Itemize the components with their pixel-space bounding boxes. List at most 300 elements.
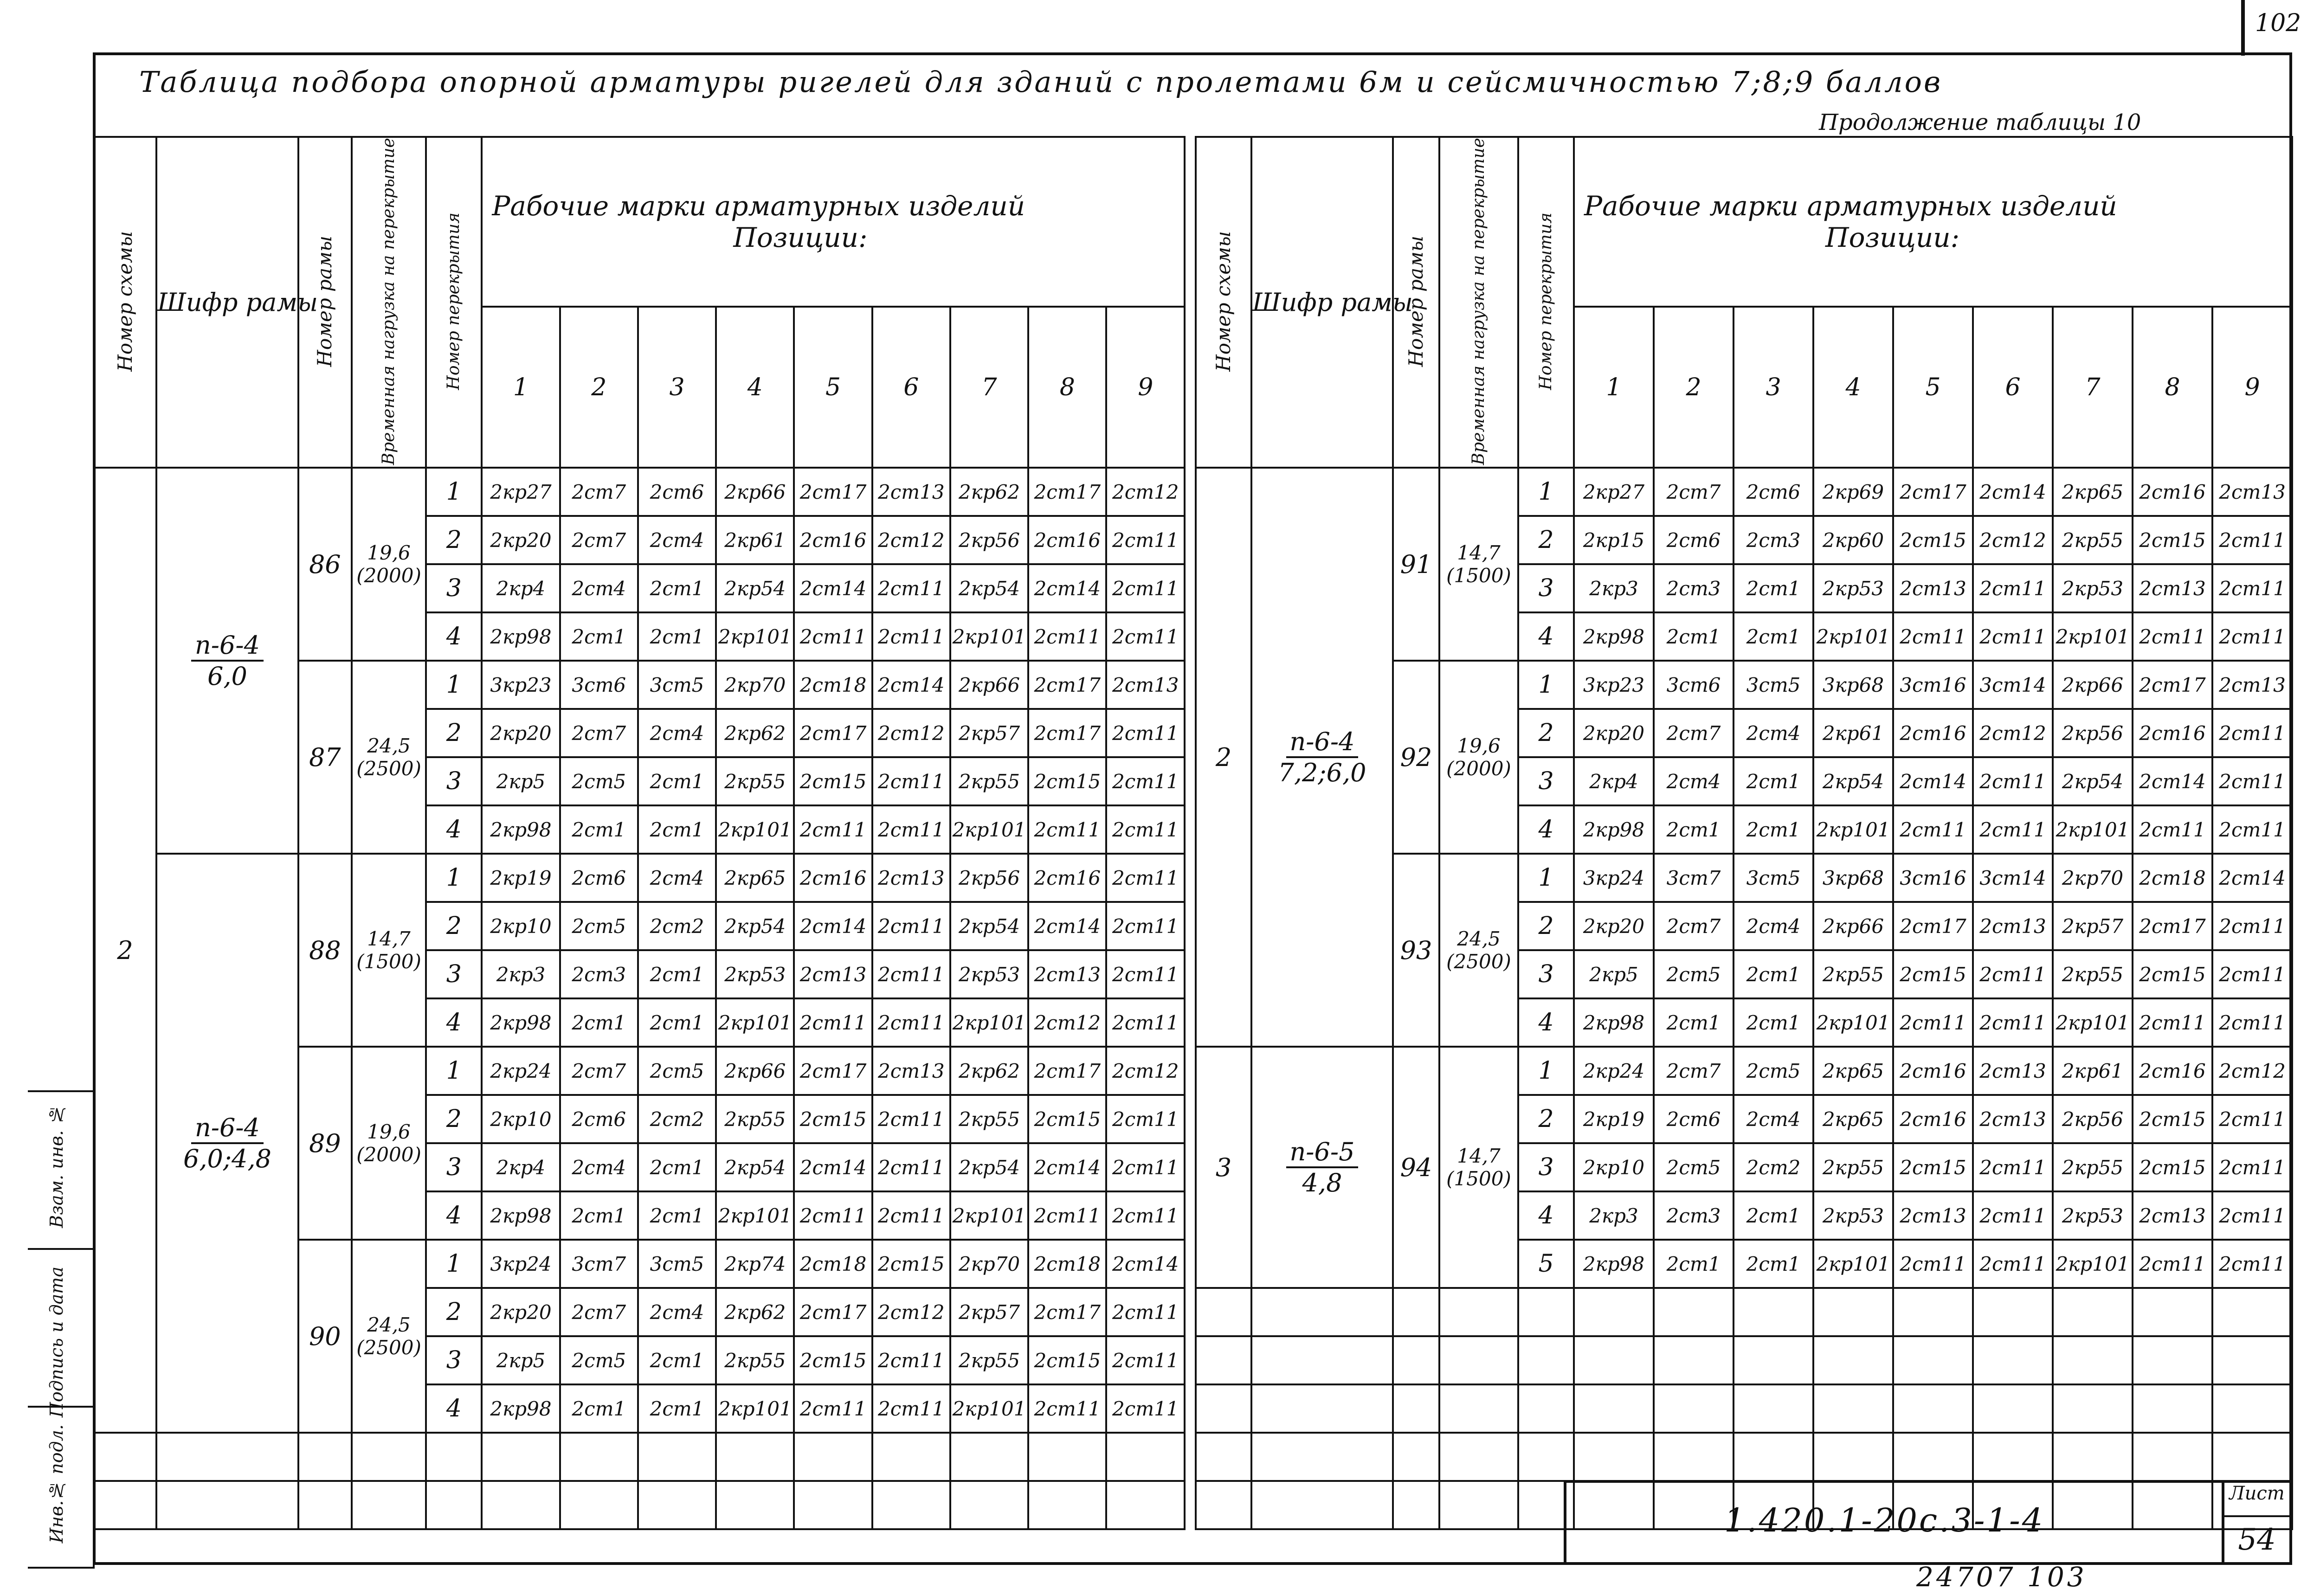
mark-text: 2ст13 xyxy=(1112,673,1179,696)
mark-cell xyxy=(1973,1191,2053,1240)
mark-text: 2кр101 xyxy=(718,1397,792,1420)
mark-cell xyxy=(794,1384,872,1433)
mark-cell xyxy=(560,516,638,564)
mark-cell xyxy=(716,950,794,998)
mark-cell xyxy=(1734,1191,1813,1240)
mark-text: 2ст1 xyxy=(572,625,626,648)
empty-row xyxy=(94,1481,1185,1529)
mark-text: 2ст3 xyxy=(1746,528,1801,552)
frame-code-bottom: 4,8 xyxy=(1302,1168,1342,1198)
mark-text: 2ст11 xyxy=(2139,1252,2206,1275)
mark-text: 3ст7 xyxy=(572,1252,626,1275)
mark-text: 2кр53 xyxy=(2062,577,2124,600)
floor-number xyxy=(1518,468,1574,516)
mark-text: 2ст11 xyxy=(799,1397,867,1420)
header-floor-no xyxy=(1518,137,1574,468)
temp-load-value: 19,6 xyxy=(1457,734,1501,758)
mark-cell xyxy=(950,564,1028,612)
floor-number xyxy=(426,902,482,950)
mark-cell xyxy=(560,709,638,757)
empty-cell xyxy=(1813,1336,1893,1384)
mark-cell xyxy=(872,805,950,854)
mark-text: 2ст7 xyxy=(1666,480,1721,503)
mark-cell xyxy=(1813,805,1893,854)
mark-cell xyxy=(1734,902,1813,950)
floor-number xyxy=(1518,1143,1574,1191)
mark-text: 2ст13 xyxy=(878,866,945,889)
mark-cell xyxy=(716,709,794,757)
empty-cell xyxy=(560,1481,638,1529)
mark-cell xyxy=(1028,1240,1106,1288)
mark-text: 2ст15 xyxy=(799,770,867,793)
floor-number xyxy=(1518,998,1574,1047)
empty-cell xyxy=(2053,1336,2133,1384)
mark-text: 2ст15 xyxy=(2139,1107,2206,1131)
mark-text: 2кр101 xyxy=(2056,625,2130,648)
mark-text: 2кр101 xyxy=(952,818,1026,841)
mark-cell xyxy=(1654,998,1734,1047)
mark-cell xyxy=(1654,1047,1734,1095)
floor-number-text: 1 xyxy=(446,478,462,506)
mark-cell xyxy=(482,709,560,757)
empty-cell xyxy=(716,1433,794,1481)
header-frame-no-text: Номер рамы xyxy=(313,236,336,367)
empty-cell xyxy=(1028,1481,1106,1529)
mark-cell xyxy=(2133,1191,2212,1240)
temp-load-kgf: (1500) xyxy=(1446,1167,1511,1191)
mark-text: 2кр61 xyxy=(1822,721,1884,745)
mark-cell xyxy=(1813,564,1893,612)
mark-text: 2кр101 xyxy=(718,1204,792,1227)
floor-number xyxy=(1518,709,1574,757)
mark-cell xyxy=(482,805,560,854)
mark-cell xyxy=(1574,709,1654,757)
empty-cell xyxy=(1574,1336,1654,1384)
empty-cell xyxy=(1393,1288,1439,1336)
mark-text: 2ст11 xyxy=(878,1397,945,1420)
empty-cell xyxy=(1973,1336,2053,1384)
floor-number xyxy=(426,468,482,516)
mark-cell xyxy=(638,805,716,854)
empty-cell xyxy=(1439,1384,1518,1433)
mark-text: 2ст3 xyxy=(1666,577,1721,600)
floor-number-text: 4 xyxy=(1538,1202,1554,1230)
mark-cell xyxy=(2133,757,2212,805)
empty-cell xyxy=(1893,1288,1973,1336)
mark-text: 2ст13 xyxy=(878,1059,945,1082)
mark-text: 2кр19 xyxy=(490,866,552,889)
empty-cell xyxy=(1734,1384,1813,1433)
floor-number xyxy=(1518,1095,1574,1143)
mark-text: 2ст11 xyxy=(1034,818,1101,841)
mark-text: 2ст17 xyxy=(1900,480,1966,503)
header-scheme-no xyxy=(94,137,156,468)
frame-number-text: 86 xyxy=(309,549,341,579)
mark-text: 3кр24 xyxy=(490,1252,552,1275)
mark-cell xyxy=(482,1288,560,1336)
scheme-number xyxy=(1196,1047,1251,1288)
mark-cell xyxy=(1654,950,1734,998)
mark-cell xyxy=(2053,1191,2133,1240)
header-position-9 xyxy=(1106,307,1185,468)
mark-text: 2ст11 xyxy=(1112,914,1179,938)
mark-cell xyxy=(1813,1191,1893,1240)
mark-cell xyxy=(560,805,638,854)
mark-text: 2кр54 xyxy=(2062,770,2124,793)
empty-cell xyxy=(94,1433,156,1481)
mark-cell xyxy=(482,1336,560,1384)
empty-cell xyxy=(2053,1288,2133,1336)
mark-cell xyxy=(950,1384,1028,1433)
mark-cell xyxy=(872,1143,950,1191)
mark-text: 2ст11 xyxy=(1112,1300,1179,1324)
mark-cell xyxy=(872,1095,950,1143)
header-position-3 xyxy=(638,307,716,468)
empty-cell xyxy=(1439,1336,1518,1384)
mark-text: 2ст7 xyxy=(1666,721,1721,745)
floor-number xyxy=(1518,854,1574,902)
floor-number xyxy=(426,1095,482,1143)
mark-text: 2ст13 xyxy=(1979,914,2046,938)
mark-text: 2ст13 xyxy=(1034,963,1101,986)
mark-cell xyxy=(1654,661,1734,709)
mark-cell xyxy=(950,998,1028,1047)
empty-cell xyxy=(1518,1384,1574,1433)
floor-number-text: 2 xyxy=(446,526,462,554)
empty-cell xyxy=(1196,1481,1251,1529)
mark-text: 2кр53 xyxy=(1822,1204,1884,1227)
temp-load-kgf: (2000) xyxy=(356,1143,421,1166)
mark-cell xyxy=(1813,612,1893,661)
floor-number-text: 2 xyxy=(1538,719,1554,747)
mark-text: 2ст4 xyxy=(1746,721,1801,745)
floor-number-text: 3 xyxy=(446,1346,462,1375)
empty-cell xyxy=(1106,1433,1185,1481)
mark-cell xyxy=(560,661,638,709)
mark-text: 2кр3 xyxy=(1589,577,1638,600)
header-position-label: 7 xyxy=(2085,373,2101,401)
mark-text: 2ст5 xyxy=(650,1059,704,1082)
floor-number-text: 3 xyxy=(446,767,462,796)
mark-cell xyxy=(716,612,794,661)
temp-load xyxy=(352,661,426,854)
mark-text: 2ст13 xyxy=(1979,1107,2046,1131)
floor-number xyxy=(426,1191,482,1240)
mark-cell xyxy=(482,998,560,1047)
empty-cell xyxy=(950,1481,1028,1529)
mark-cell xyxy=(1734,854,1813,902)
floor-number xyxy=(426,950,482,998)
floor-number xyxy=(426,612,482,661)
empty-cell xyxy=(2212,1384,2292,1433)
mark-cell xyxy=(950,1288,1028,1336)
mark-text: 2кр54 xyxy=(724,914,786,938)
mark-cell xyxy=(638,854,716,902)
mark-cell xyxy=(1654,854,1734,902)
mark-text: 2ст13 xyxy=(2139,577,2206,600)
mark-cell xyxy=(1973,612,2053,661)
mark-cell xyxy=(1106,998,1185,1047)
mark-cell xyxy=(2133,516,2212,564)
mark-cell xyxy=(560,1240,638,1288)
mark-cell xyxy=(1813,757,1893,805)
mark-cell xyxy=(2133,998,2212,1047)
mark-cell xyxy=(1813,709,1893,757)
mark-cell xyxy=(1106,661,1185,709)
mark-text: 2кр66 xyxy=(959,673,1020,696)
mark-text: 2кр101 xyxy=(718,1011,792,1034)
mark-text: 2ст15 xyxy=(799,1349,867,1372)
mark-text: 2ст5 xyxy=(572,914,626,938)
empty-cell xyxy=(2133,1433,2212,1481)
mark-cell xyxy=(1893,1240,1973,1288)
mark-text: 2кр74 xyxy=(724,1252,786,1275)
mark-cell xyxy=(1734,805,1813,854)
mark-text: 2ст15 xyxy=(1034,770,1101,793)
mark-cell xyxy=(560,902,638,950)
empty-cell xyxy=(1973,1384,2053,1433)
mark-text: 2ст1 xyxy=(650,1204,704,1227)
archive-code: 24707 103 xyxy=(1916,1561,2087,1593)
floor-number xyxy=(1518,757,1574,805)
mark-cell xyxy=(638,998,716,1047)
mark-text: 2ст11 xyxy=(1979,818,2046,841)
mark-cell xyxy=(794,612,872,661)
mark-cell xyxy=(1574,805,1654,854)
mark-cell xyxy=(794,757,872,805)
mark-cell xyxy=(1893,854,1973,902)
sheet-number: 54 xyxy=(2222,1515,2289,1565)
empty-cell xyxy=(1734,1433,1813,1481)
header-scheme-no-text: Номер схемы xyxy=(1212,231,1235,372)
frame-number-text: 87 xyxy=(309,742,341,772)
mark-cell xyxy=(638,1047,716,1095)
mark-text: 2ст15 xyxy=(878,1252,945,1275)
mark-cell xyxy=(950,757,1028,805)
empty-cell xyxy=(482,1433,560,1481)
header-position-label: 1 xyxy=(513,373,529,401)
empty-cell xyxy=(2133,1288,2212,1336)
mark-text: 2ст12 xyxy=(878,1300,945,1324)
mark-cell xyxy=(560,1384,638,1433)
mark-text: 2ст4 xyxy=(572,1156,626,1179)
temp-load-value: 14,7 xyxy=(1457,1145,1501,1168)
mark-text: 2кр98 xyxy=(1583,1252,1645,1275)
mark-cell xyxy=(872,854,950,902)
mark-text: 2ст11 xyxy=(2219,1011,2286,1034)
mark-text: 2кр101 xyxy=(1816,625,1890,648)
mark-cell xyxy=(1813,661,1893,709)
mark-text: 2кр101 xyxy=(952,1011,1026,1034)
mark-cell xyxy=(872,709,950,757)
mark-cell xyxy=(2133,854,2212,902)
table-subtitle: Продолжение таблицы 10 xyxy=(1819,109,2141,135)
mark-cell xyxy=(872,1384,950,1433)
mark-cell xyxy=(638,902,716,950)
table-row xyxy=(94,854,1185,902)
mark-text: 2кр65 xyxy=(1822,1107,1884,1131)
mark-cell xyxy=(1813,1047,1893,1095)
mark-text: 2кр55 xyxy=(2062,1156,2124,1179)
frame-number xyxy=(1393,468,1439,661)
mark-text: 2ст11 xyxy=(799,625,867,648)
header-position-label: 9 xyxy=(1138,373,1154,401)
mark-text: 2ст4 xyxy=(650,866,704,889)
temp-load-value: 24,5 xyxy=(367,734,411,758)
mark-cell xyxy=(1973,564,2053,612)
mark-cell xyxy=(794,516,872,564)
mark-cell xyxy=(1106,612,1185,661)
mark-text: 2ст1 xyxy=(650,625,704,648)
mark-cell xyxy=(1028,998,1106,1047)
floor-number xyxy=(426,709,482,757)
mark-text: 2ст11 xyxy=(1112,866,1179,889)
frame-code-bottom: 6,0;4,8 xyxy=(183,1144,271,1174)
empty-cell xyxy=(1251,1288,1393,1336)
mark-text: 2кр66 xyxy=(2062,673,2124,696)
mark-cell xyxy=(482,902,560,950)
empty-cell xyxy=(426,1433,482,1481)
empty-cell xyxy=(352,1433,426,1481)
mark-text: 3ст5 xyxy=(1746,866,1801,889)
mark-text: 2ст1 xyxy=(1746,577,1801,600)
floor-number-text: 2 xyxy=(446,719,462,747)
mark-text: 2ст12 xyxy=(1112,1059,1179,1082)
mark-cell xyxy=(1654,612,1734,661)
mark-cell xyxy=(794,950,872,998)
mark-text: 2ст1 xyxy=(650,1011,704,1034)
mark-text: 2ст17 xyxy=(1034,673,1101,696)
empty-cell xyxy=(1196,1433,1251,1481)
mark-text: 2кр101 xyxy=(2056,1011,2130,1034)
mark-text: 2ст14 xyxy=(2219,866,2286,889)
mark-text: 2ст1 xyxy=(650,1156,704,1179)
mark-cell xyxy=(950,1095,1028,1143)
empty-cell xyxy=(1654,1433,1734,1481)
mark-cell xyxy=(2212,950,2292,998)
mark-text: 2кр4 xyxy=(496,1156,546,1179)
mark-cell xyxy=(1028,805,1106,854)
empty-cell xyxy=(794,1433,872,1481)
scheme-number xyxy=(1196,468,1251,1047)
mark-cell xyxy=(482,757,560,805)
mark-cell xyxy=(638,1191,716,1240)
empty-cell xyxy=(872,1433,950,1481)
mark-text: 2кр10 xyxy=(490,914,552,938)
mark-cell xyxy=(2133,564,2212,612)
mark-cell xyxy=(1893,1143,1973,1191)
header-temp-load-text: Временная нагрузка на перекрытие xyxy=(1469,138,1488,465)
empty-cell xyxy=(298,1481,352,1529)
mark-cell xyxy=(1654,757,1734,805)
mark-text: 2ст11 xyxy=(1112,1397,1179,1420)
mark-cell xyxy=(1734,1143,1813,1191)
mark-text: 2ст11 xyxy=(878,1204,945,1227)
mark-cell xyxy=(2212,902,2292,950)
mark-text: 2кр55 xyxy=(1822,963,1884,986)
header-position-label: 5 xyxy=(1925,373,1941,401)
mark-text: 2ст17 xyxy=(799,1300,867,1324)
floor-number-text: 1 xyxy=(446,1250,462,1278)
mark-cell xyxy=(482,516,560,564)
mark-text: 2ст15 xyxy=(1900,528,1966,552)
mark-cell xyxy=(1893,998,1973,1047)
mark-text: 2ст1 xyxy=(650,1349,704,1372)
temp-load-value: 19,6 xyxy=(367,1120,411,1144)
mark-cell xyxy=(1028,516,1106,564)
table-row xyxy=(94,468,1185,516)
mark-text: 2ст11 xyxy=(1979,1011,2046,1034)
mark-cell xyxy=(794,564,872,612)
mark-cell xyxy=(716,757,794,805)
mark-text: 2ст11 xyxy=(1112,963,1179,986)
mark-text: 2ст15 xyxy=(2139,1156,2206,1179)
mark-text: 2кр101 xyxy=(952,1397,1026,1420)
mark-text: 2ст12 xyxy=(878,528,945,552)
mark-text: 2ст3 xyxy=(1666,1204,1721,1227)
header-temp-load xyxy=(352,137,426,468)
mark-cell xyxy=(1893,612,1973,661)
mark-text: 2кр55 xyxy=(959,1349,1020,1372)
mark-cell xyxy=(1106,1095,1185,1143)
empty-cell xyxy=(156,1481,298,1529)
right-table xyxy=(1195,136,2293,1530)
header-position-8 xyxy=(1028,307,1106,468)
mark-text: 2ст18 xyxy=(1034,1252,1101,1275)
floor-number-text: 2 xyxy=(1538,1105,1554,1133)
mark-cell xyxy=(1893,1095,1973,1143)
empty-cell xyxy=(1196,1336,1251,1384)
mark-text: 3ст14 xyxy=(1979,866,2046,889)
mark-text: 3ст14 xyxy=(1979,673,2046,696)
mark-text: 2кр65 xyxy=(724,866,786,889)
mark-cell xyxy=(2133,950,2212,998)
mark-cell xyxy=(716,516,794,564)
mark-cell xyxy=(794,709,872,757)
mark-text: 2кр53 xyxy=(1822,577,1884,600)
mark-text: 2кр53 xyxy=(959,963,1020,986)
mark-text: 2кр62 xyxy=(724,721,786,745)
mark-text: 2ст12 xyxy=(1112,480,1179,503)
mark-cell xyxy=(638,516,716,564)
mark-cell xyxy=(638,950,716,998)
mark-text: 2ст11 xyxy=(2139,625,2206,648)
mark-text: 2ст11 xyxy=(1979,577,2046,600)
mark-text: 2ст5 xyxy=(572,770,626,793)
mark-cell xyxy=(1028,950,1106,998)
floor-number xyxy=(426,1047,482,1095)
mark-cell xyxy=(1893,709,1973,757)
mark-text: 2ст16 xyxy=(1034,866,1101,889)
mark-text: 2ст11 xyxy=(1034,1204,1101,1227)
corner-border-line xyxy=(2241,0,2245,56)
mark-text: 2кр66 xyxy=(724,480,786,503)
empty-cell xyxy=(1251,1384,1393,1433)
table-row xyxy=(1196,468,2292,516)
mark-text: 2ст11 xyxy=(1112,528,1179,552)
frame-code-bottom: 7,2;6,0 xyxy=(1278,758,1366,788)
mark-text: 2кр57 xyxy=(2062,914,2124,938)
mark-text: 2ст11 xyxy=(2139,818,2206,841)
floor-number-text: 2 xyxy=(1538,526,1554,554)
mark-cell xyxy=(950,902,1028,950)
mark-cell xyxy=(872,1191,950,1240)
header-position-label: 3 xyxy=(1766,373,1781,401)
temp-load-value: 24,5 xyxy=(367,1313,411,1337)
mark-cell xyxy=(1973,1240,2053,1288)
temp-load-kgf: (2000) xyxy=(356,564,421,587)
frame-number xyxy=(298,1047,352,1240)
